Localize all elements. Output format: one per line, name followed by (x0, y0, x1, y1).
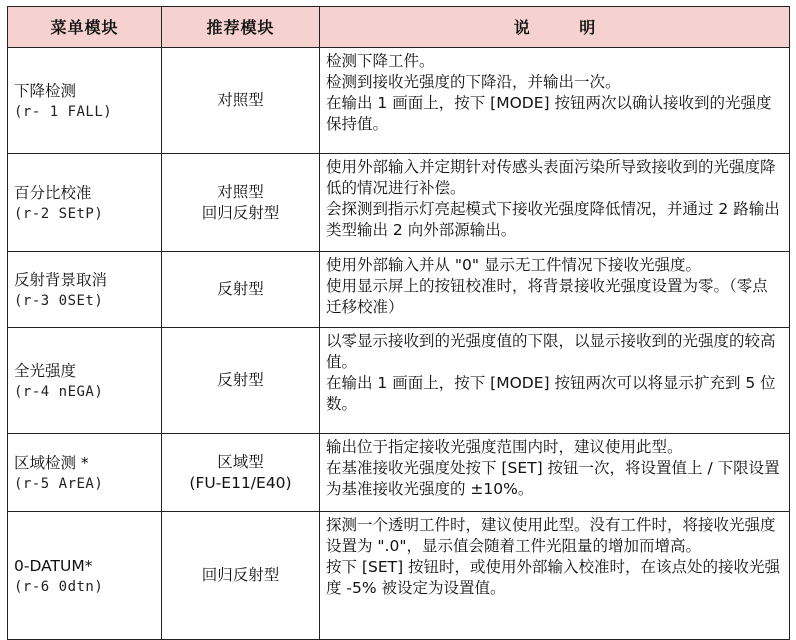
module-code: (r-6 0dtn) (14, 578, 104, 595)
table-row (8, 48, 790, 154)
module-cell (8, 512, 162, 640)
recommended-type: 对照型 (217, 91, 264, 109)
table-row (8, 252, 790, 328)
description-line: 在基准接收光强度处按下 [SET] 按钮一次，将设置值上 / 下限设置为基准接收光强度的 ±10%。 (326, 459, 780, 498)
recommended-type: 回归反射型 (201, 566, 280, 584)
recommended-type: (FU-E11/E40) (189, 473, 292, 492)
description-cell (320, 328, 790, 434)
recommended-type: 对照型 (217, 182, 264, 201)
module-cell (8, 154, 162, 252)
recommended-cell (162, 252, 320, 328)
recommended-type: 反射型 (217, 280, 264, 298)
recommended-cell (162, 48, 320, 154)
module-cell (8, 328, 162, 434)
module-name: 百分比校准 (14, 183, 92, 202)
header-description-label: 说 明 (513, 17, 618, 37)
description-line: 按下 [SET] 按钮时，或使用外部输入校准时，在该点处的接收光强度 -5% 被设定为设置值。 (326, 558, 781, 597)
table-row (8, 154, 790, 252)
module-name: 下降检测 (14, 81, 77, 100)
module-name: 全光强度 (14, 361, 77, 380)
header-menu-module: 菜单模块 (8, 7, 162, 48)
description-cell (320, 434, 790, 512)
description-cell (320, 154, 790, 252)
description-line: 使用外部输入并从 "0" 显示无工件情况下接收光强度。 (326, 256, 701, 274)
description-line: 在输出 1 画面上，按下 [MODE] 按钮两次以确认接收到的光强度保持值。 (326, 94, 772, 133)
recommended-type: 反射型 (217, 371, 264, 389)
description-line: 检测到接收光强度的下降沿，并输出一次。 (326, 73, 621, 91)
description-cell (320, 252, 790, 328)
module-code: (r-5 ArEA) (14, 475, 104, 492)
module-name: 反射背景取消 (14, 270, 108, 289)
header-recommended-module: 推荐模块 (162, 7, 320, 48)
table-row (8, 512, 790, 640)
recommended-cell (162, 328, 320, 434)
module-name: 区域检测 * (14, 453, 89, 472)
description-line: 使用显示屏上的按钮校准时，将背景接收光强度设置为零。（零点迁移校准） (326, 277, 768, 316)
description-line: 在输出 1 画面上，按下 [MODE] 按钮两次可以将显示扩充到 5 位数。 (326, 374, 776, 413)
description-line: 检测下降工件。 (326, 52, 435, 70)
description-cell (320, 512, 790, 640)
description-line: 使用外部输入并定期针对传感头表面污染所导致接收到的光强度降低的情况进行补偿。 (326, 158, 776, 197)
table-row (8, 328, 790, 434)
module-name: 0-DATUM* (14, 556, 93, 575)
recommended-type: 回归反射型 (201, 203, 280, 222)
module-code: (r-3 0SEt) (14, 292, 104, 309)
module-code: (r-4 nEGA) (14, 383, 104, 400)
description-line: 以零显示接收到的光强度值的下限，以显示接收到的光强度的较高值。 (326, 332, 776, 371)
description-line: 会探测到指示灯亮起模式下接收光强度降低情况，并通过 2 路输出类型输出 2 向外部源输出。 (326, 200, 780, 239)
table-row (8, 434, 790, 512)
header-description (320, 7, 790, 48)
module-code: (r- 1 FALL) (14, 103, 113, 120)
module-cell (8, 252, 162, 328)
module-cell (8, 48, 162, 154)
module-code: (r-2 SEtP) (14, 205, 104, 222)
recommended-cell (162, 154, 320, 252)
description-line: 探测一个透明工件时，建议使用此型。没有工件时，将接收光强度设置为 ".0"，显示值会随着工件光阻量的增加而增高。 (326, 516, 776, 555)
recommended-cell (162, 512, 320, 640)
recommended-type: 区域型 (217, 452, 264, 471)
description-line: 输出位于指定接收光强度范围内时，建议使用此型。 (326, 438, 683, 456)
module-table (7, 6, 790, 640)
description-cell (320, 48, 790, 154)
table-header-row (8, 7, 790, 48)
module-cell (8, 434, 162, 512)
recommended-cell (162, 434, 320, 512)
